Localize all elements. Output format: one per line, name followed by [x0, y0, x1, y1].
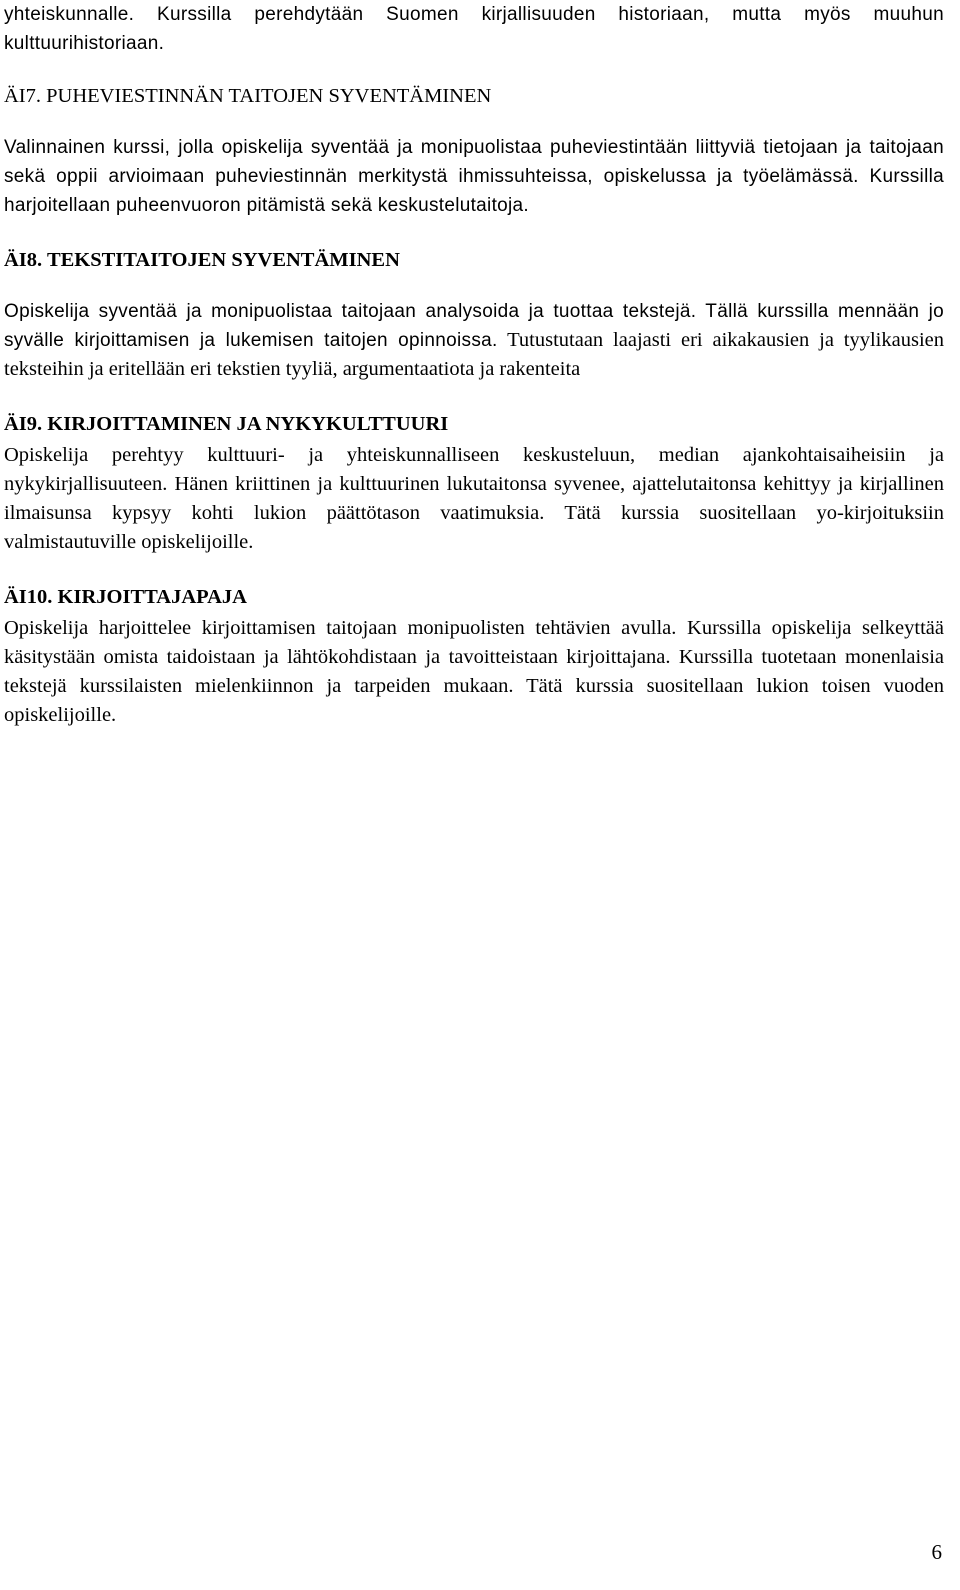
section-code: ÄI8.: [4, 249, 43, 271]
document-page: [4, 0, 944, 730]
intro-tail-paragraph: [4, 0, 944, 58]
section-heading-ai9: [4, 410, 944, 439]
section-text-ai8: [4, 297, 944, 384]
intro-tail-part1: yhteiskunnalle.: [4, 4, 135, 25]
section-text-ai7: [4, 133, 944, 220]
section-text-part-b: Kurssilla harjoitellaan puheenvuoron pitämistä sekä keskustelutaitoja.: [4, 166, 944, 216]
section-title: TEKSTITAITOJEN SYVENTÄMINEN: [46, 249, 400, 271]
section-heading-ai7: [4, 82, 944, 111]
page-number: 6: [931, 1540, 942, 1564]
section-text-ai9: Opiskelija perehtyy kulttuuri- ja yhteiskunnalliseen keskusteluun, median ajankohtaisaiheisiin ja nykykirjallisuuteen. Hänen kriittinen ja kulttuurinen lukutaitonsa syvenee, ajattelutaitonsa kehittyy ja kirjallinen ilmaisunsa kypsyy kohti lukion päättötason vaatimuksia. Tätä kurssia suositellaan yo-kirjoituksiin valmistautuville opiskelijoille.: [4, 444, 944, 553]
section-text-part-b: Tutustutaan laajasti eri aikakausien ja tyylikausien teksteihin ja eritellään eri tekstien tyyliä, argumentaatiota ja rakenteita: [4, 329, 944, 380]
section-text-part-a: Opiskelija syventää ja monipuolistaa taitojaan analysoida ja tuottaa tekstejä. Tällä kurssilla mennään jo syvälle kirjoittamisen ja lukemisen taitojen opinnoissa.: [4, 301, 944, 351]
section-title: KIRJOITTAMINEN JA NYKYKULTTUURI: [47, 413, 449, 435]
section-text-ai10: Opiskelija harjoittelee kirjoittamisen taitojaan monipuolisten tehtävien avulla. Kurssilla opiskelija selkeyttää käsitystään omista taidoistaan ja lähtökohdistaan ja tavoitteistaan kirjoittajana. Kurssilla tuotetaan monenlaisia tekstejä kurssilaisten mielenkiinnon ja tarpeiden mukaan. Tätä kurssia suositellaan lukion toisen vuoden opiskelijoille.: [4, 617, 944, 726]
section-code: ÄI9.: [4, 413, 43, 435]
section-code: ÄI7.: [4, 85, 42, 107]
section-heading-ai8: [4, 246, 944, 275]
intro-tail-part2: Kurssilla perehdytään Suomen kirjallisuuden historiaan, mutta myös muuhun kulttuurihistoriaan.: [4, 4, 944, 54]
section-heading-ai10: [4, 583, 944, 612]
section-title: PUHEVIESTINNÄN TAITOJEN SYVENTÄMINEN: [46, 85, 492, 107]
section-title: KIRJOITTAJAPAJA: [57, 586, 247, 608]
section-text-part-a: Valinnainen kurssi, jolla opiskelija syventää ja monipuolistaa puheviestintään liittyviä tietojaan ja taitojaan sekä oppii arvioimaan puheviestinnän merkitystä ihmissuhteissa, opiskelussa ja työelämässä.: [4, 137, 944, 187]
section-code: ÄI10.: [4, 586, 53, 608]
